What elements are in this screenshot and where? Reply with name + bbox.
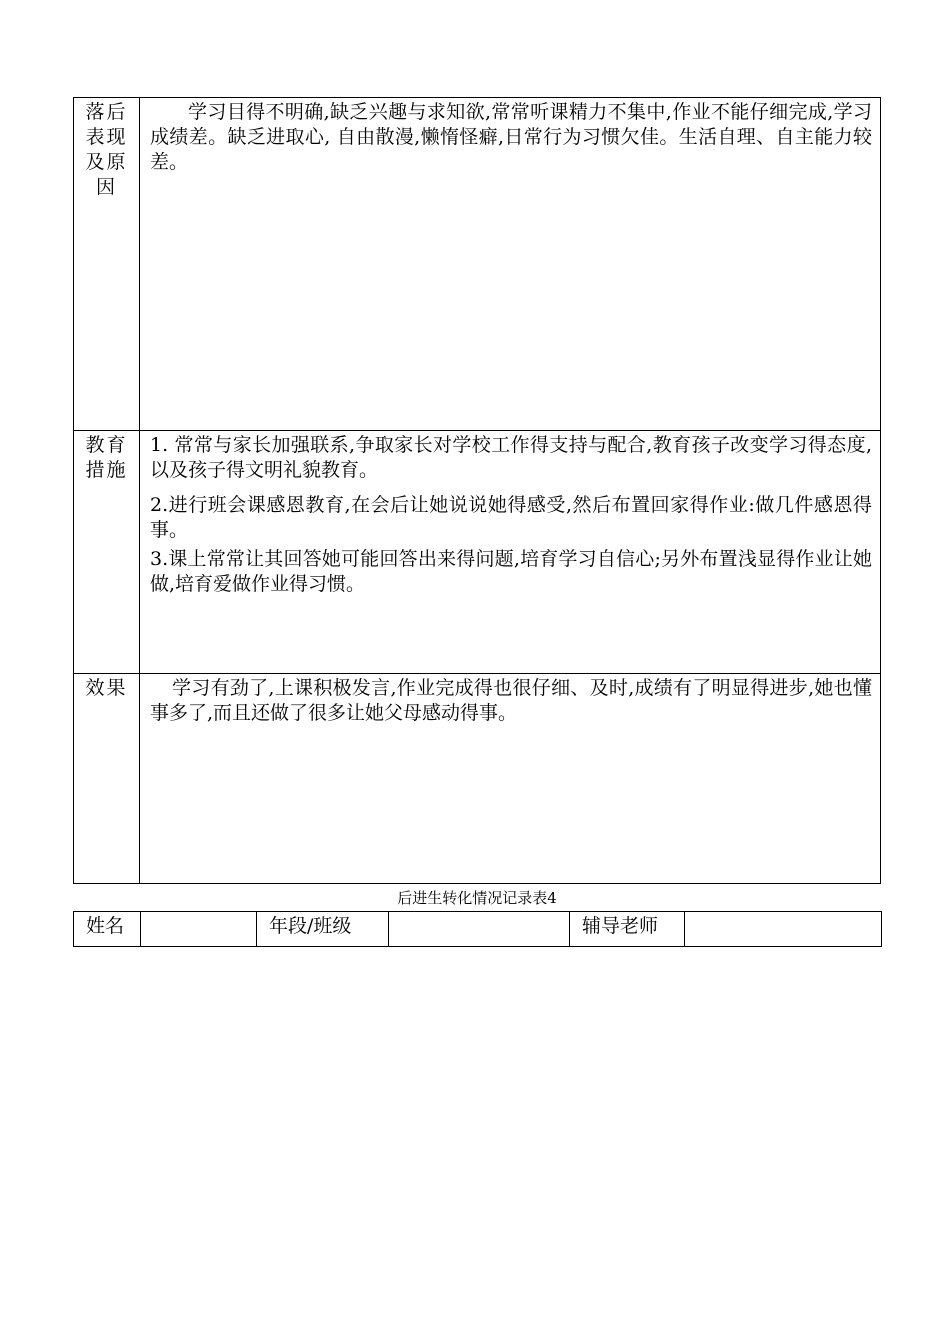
teacher-label: 辅导老师 [570,912,685,947]
info-row [74,912,882,947]
content-effect [140,674,881,884]
label-measures: 教育措施 [74,431,140,674]
info-table [73,911,882,947]
grade-value-cell[interactable] [389,912,570,947]
grade-label: 年段/班级 [257,912,389,947]
content-backward [140,98,881,431]
row-effect [74,674,881,884]
measure-item-1: 1. 常常与家长加强联系,争取家长对学校工作得支持与配合,教育孩子改变学习得态度,以及孩子得文明礼貌教育。 [150,434,872,481]
effect-text: 学习有劲了,上课积极发言,作业完成得也很仔细、及时,成绩有了明显得进步,她也懂事多了,而且还做了很多让她父母感动得事。 [150,677,872,724]
record-table [73,97,881,884]
label-backward: 落后表现及原因 [74,98,140,431]
row-backward [74,98,881,431]
content-measures [140,431,881,674]
name-label: 姓名 [74,912,141,947]
name-value-cell[interactable] [141,912,257,947]
label-effect: 效果 [74,674,140,884]
measure-item-3: 3.课上常常让其回答她可能回答出来得问题,培育学习自信心;另外布置浅显得作业让她做,培育爱做作业得习惯。 [150,548,872,595]
measure-item-2: 2.进行班会课感恩教育,在会后让她说说她得感受,然后布置回家得作业:做几件感恩得事。 [150,494,872,541]
backward-text: 学习目得不明确,缺乏兴趣与求知欲,常常听课精力不集中,作业不能仔细完成,学习成绩差。缺乏进取心, 自由散漫,懒惰怪癖,日常行为习惯欠佳。生活自理、自主能力较差。 [150,101,872,173]
teacher-value-cell[interactable] [685,912,882,947]
table-caption: 后进生转化情况记录表4 [397,889,557,907]
row-measures [74,431,881,674]
